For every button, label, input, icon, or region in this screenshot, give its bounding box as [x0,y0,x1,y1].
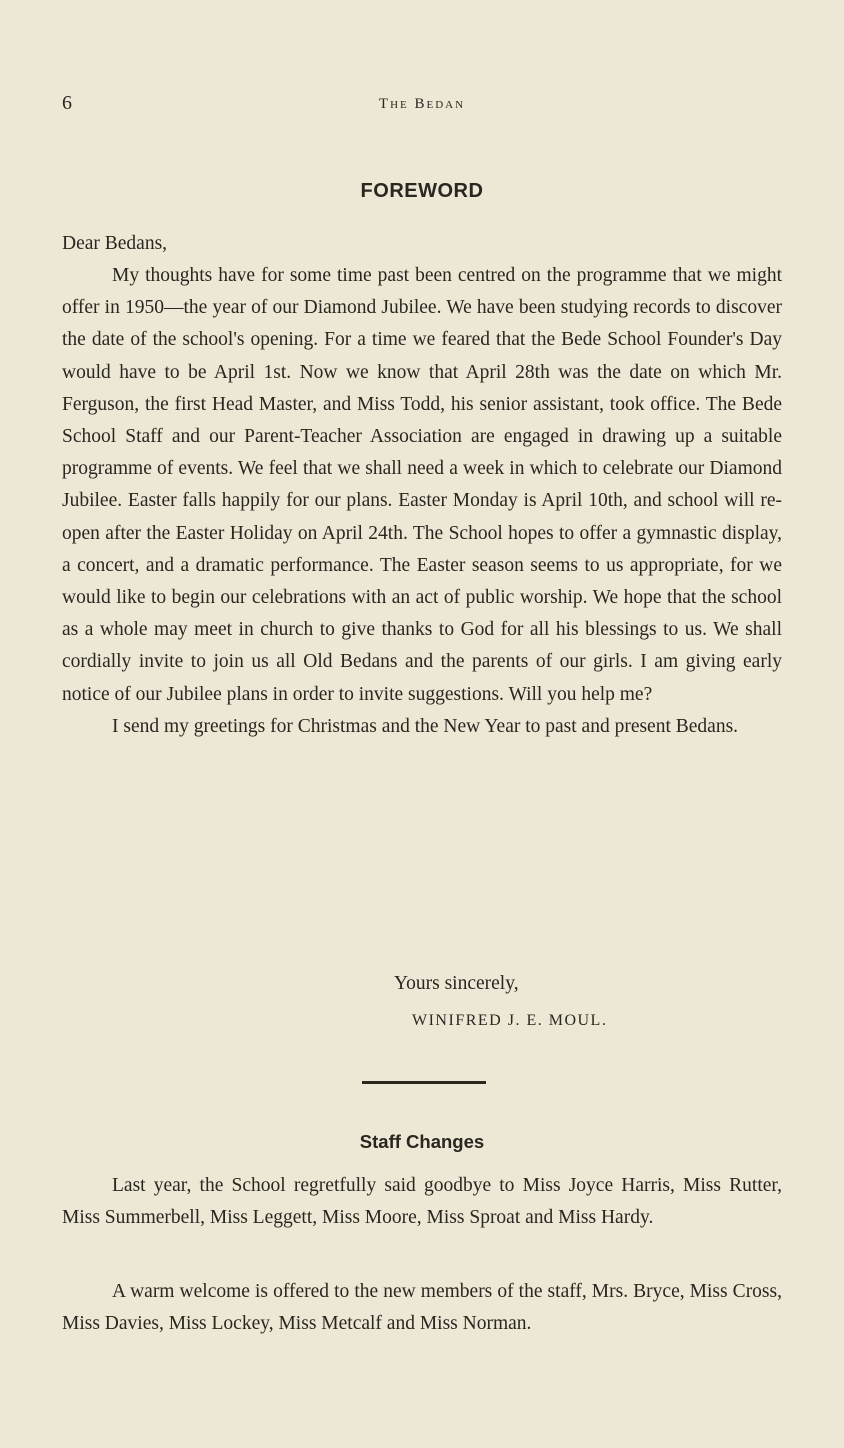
page-header [62,92,782,122]
foreword-heading: FOREWORD [360,180,484,202]
foreword-paragraph: I send my greetings for Christmas and the New Year to past and present Bedans. [112,715,739,737]
foreword-paragraph: My thoughts have for some time past been centred on the programme that we might offer in 1950—the year of our Diamond Jubilee. We have been studying records to discover the date of the school's opening. For a time we feared that the Bede School Founder's Day would have to be April 1st. Now we know that April 28th was the date on which Mr. Ferguson, the first Head Master, and Miss Todd, his senior assistant, took office. The Bede School Staff and our Parent-Teacher Association are engaged in drawing up a suitable programme of events. We feel that we shall need a week in which to celebrate our Diamond Jubilee. Easter falls happily for our plans. Easter Monday is April 10th, and school will re-open after the Easter Holiday on April 24th. The School hopes to offer a gymnastic display, a concert, and a dramatic performance. The Easter season seems to us appropriate, for we would like to begin our celebrations with an act of public worship. We hope that the school as a whole may meet in church to give thanks to God for all his blessings to us. We shall cordially invite to join us all Old Bedans and the parents of our girls. I am giving early notice of our Jubilee plans in order to invite suggestions. Will you help me? [62,265,782,705]
page-number: 6 [62,92,72,114]
staff-changes-paragraph [62,1276,782,1340]
staff-changes-heading: Staff Changes [359,1131,485,1152]
running-title: The Bedan [378,96,466,112]
salutation: Dear Bedans, [62,233,168,254]
signature: WINIFRED J. E. MOUL. [412,1012,608,1029]
section-divider [362,1081,486,1084]
staff-farewell-text: Last year, the School regretfully said goodbye to Miss Joyce Harris, Miss Rutter, Miss Summerbell, Miss Leggett, Miss Moore, Miss Sproat and Miss Hardy. [62,1175,782,1229]
staff-welcome-text: A warm welcome is offered to the new members of the staff, Mrs. Bryce, Miss Cross, Miss Davies, Miss Lockey, Miss Metcalf and Miss Norman. [62,1281,782,1335]
staff-changes-paragraph [62,1170,782,1234]
closing-line: Yours sincerely, [394,973,519,994]
foreword-body [62,260,782,743]
